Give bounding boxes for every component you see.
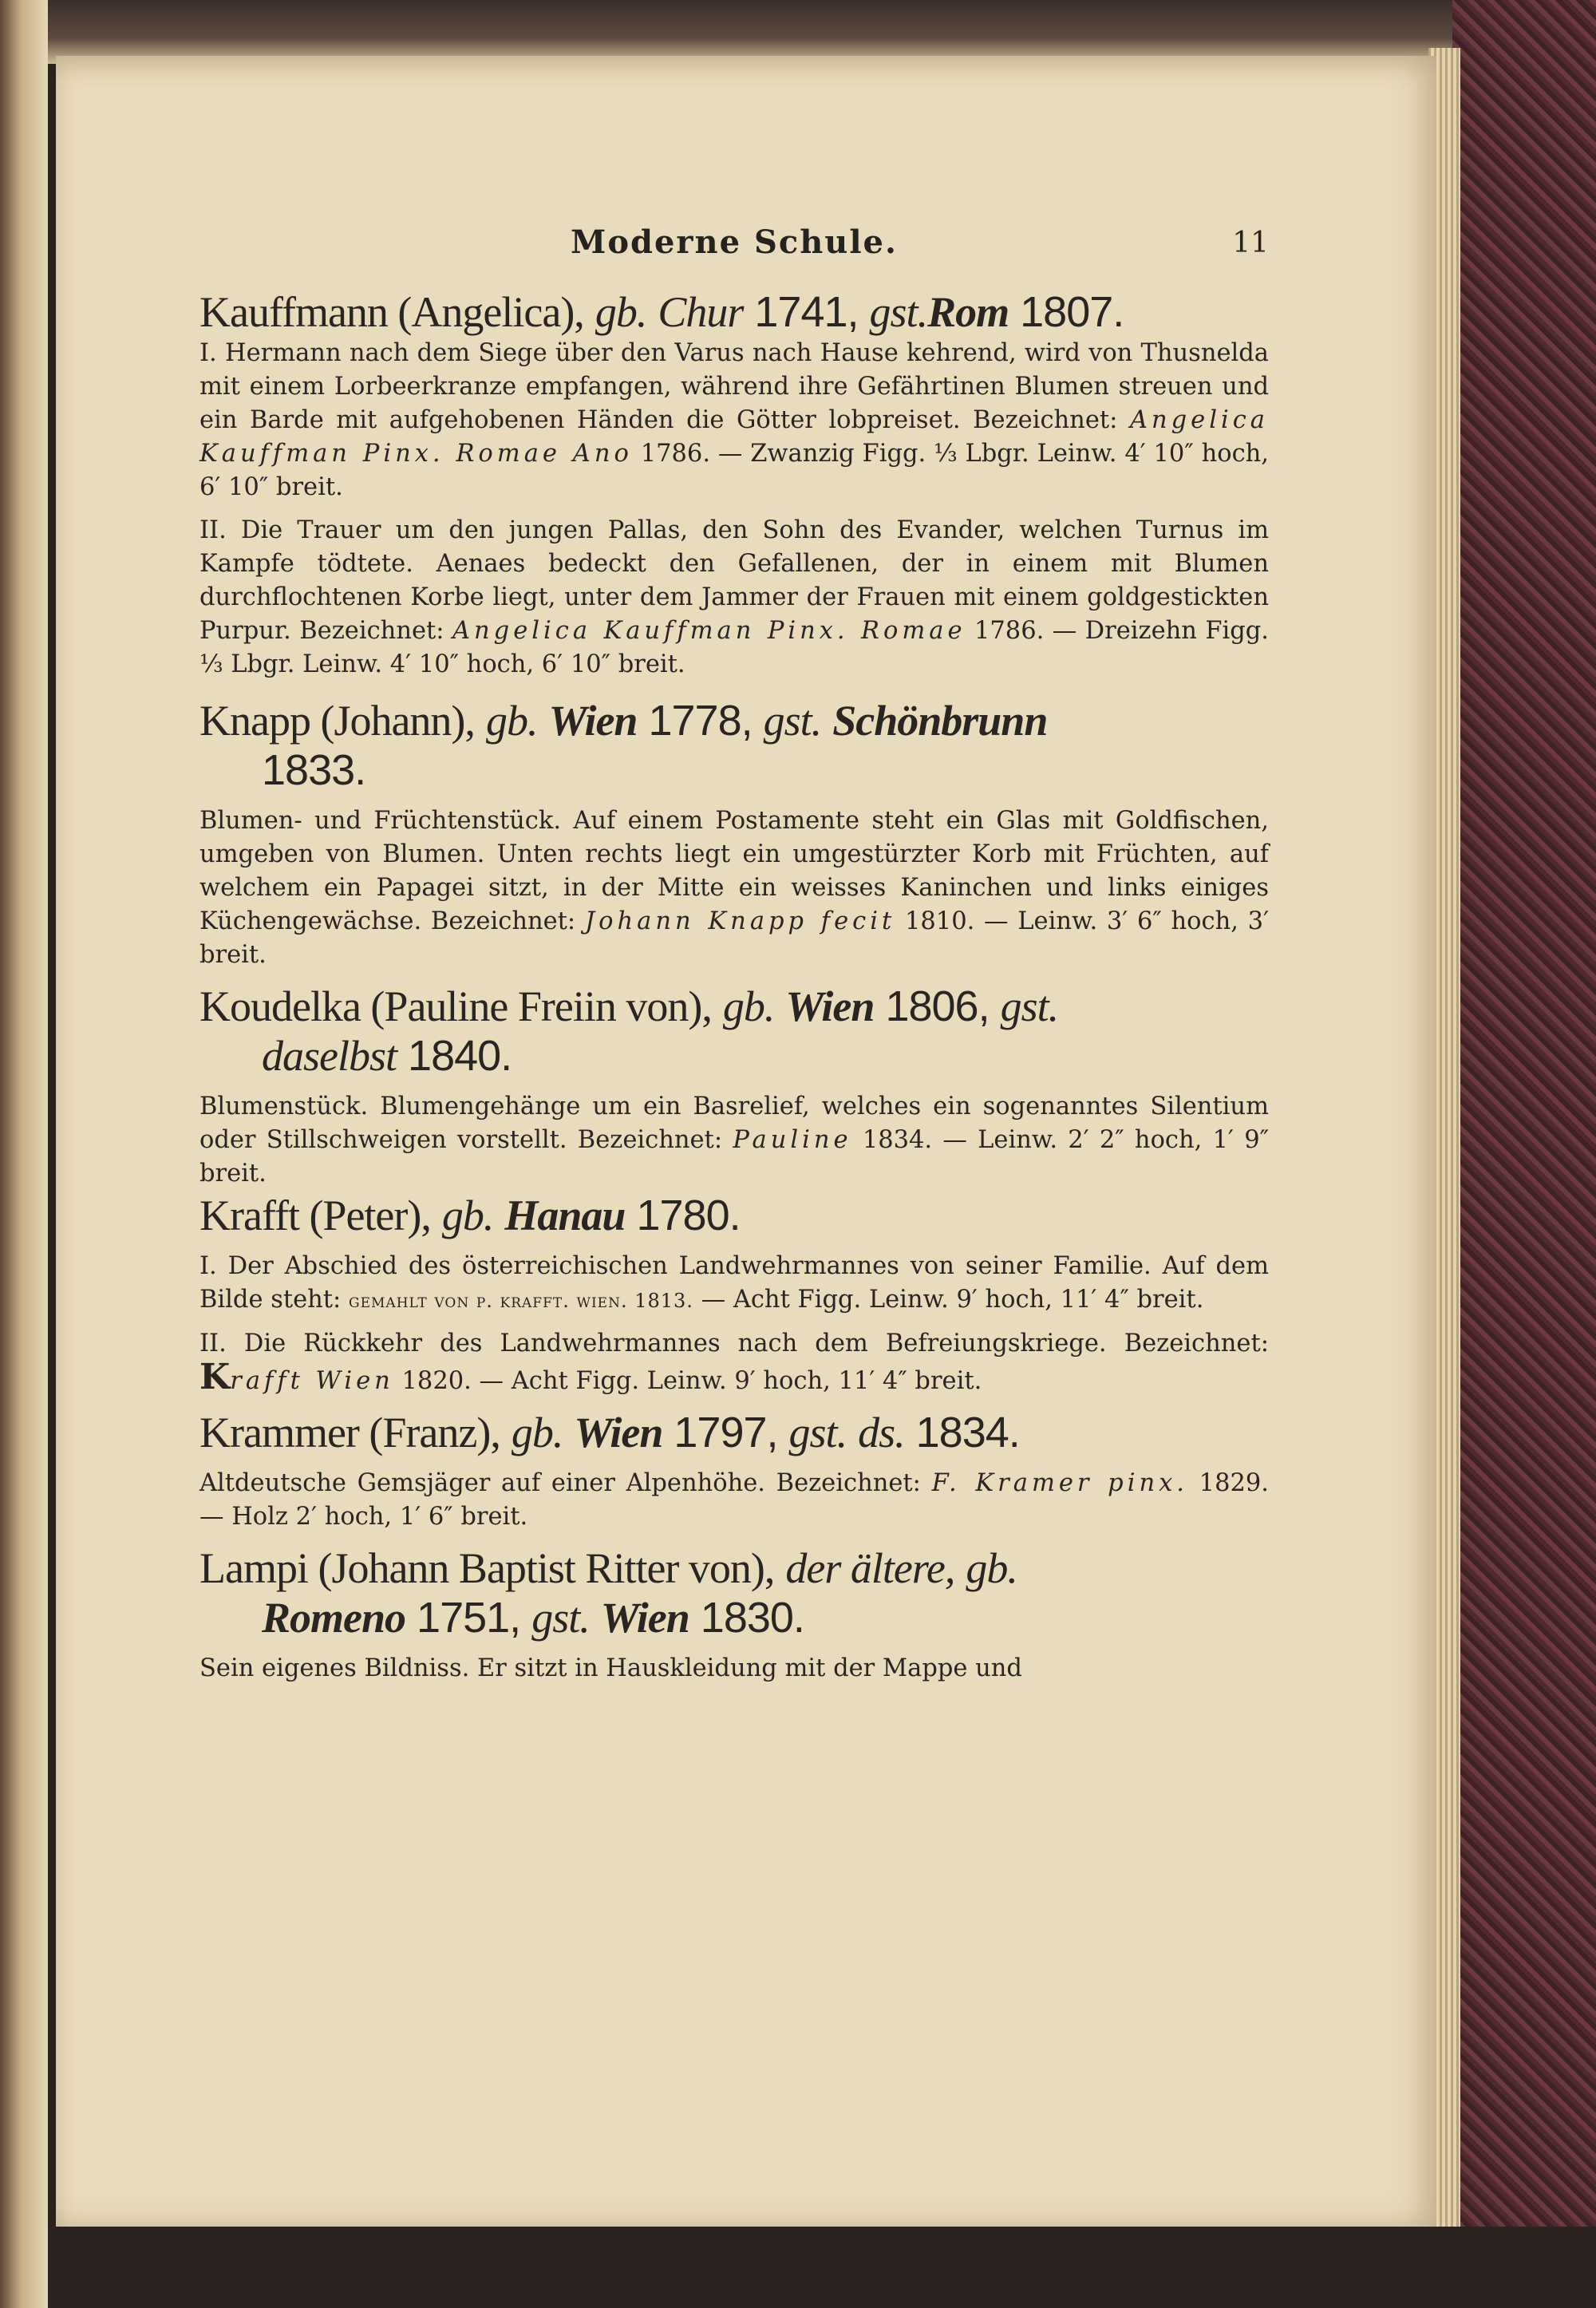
signature-monogram: K <box>200 1357 231 1397</box>
signature: gemahlt von p. krafft. wien. 1813. <box>349 1290 693 1312</box>
work-description: II. Die Trauer um den jungen Pallas, den Sohn des Evander, welchen Turnus im Kampfe tödtete. Aenaes bedeckt den Gefallenen, der in einem mit Blumen durchflochtenen Korbe liegt, unter dem Jammer der Frauen mit einem goldgestickten Purpur. Bezeichnet: <box>200 516 1269 645</box>
artist-name: Lampi (Johann Baptist Ritter von), <box>200 1544 775 1592</box>
book-cover-edge <box>1452 0 1596 2308</box>
died-abbr: gst. <box>1000 982 1059 1030</box>
born-place: Wien <box>785 982 875 1030</box>
signature: Pauline <box>733 1126 852 1154</box>
died-abbr: gst. <box>788 1409 847 1456</box>
died-abbr: gst. <box>531 1594 590 1642</box>
work-details: 1786. — Dreizehn Figg. ⅓ Lbgr. Leinw. 4′ 10″ hoch, 6′ 10″ breit. <box>200 617 1269 678</box>
artist-heading <box>200 287 1269 337</box>
born-abbr: gb. <box>595 288 647 336</box>
work-entry <box>200 514 1269 682</box>
artist-qualifier: der ältere, <box>785 1544 955 1592</box>
work-description: II. Die Rückkehr des Landwehrmannes nach dem Befreiungskriege. Bezeichnet: <box>200 1330 1269 1358</box>
born-place: Hanau <box>504 1192 626 1239</box>
book-gutter <box>0 0 48 2308</box>
artist-name: Krammer (Franz), <box>200 1409 500 1456</box>
artist-name: Krafft (Peter), <box>200 1192 431 1239</box>
work-description: Blumenstück. Blumengehänge um ein Basrelief, welches ein sogenanntes Silentium oder Stillschweigen vorstellt. Bezeichnet: <box>200 1093 1269 1154</box>
page-number: 11 <box>1232 227 1269 259</box>
work-entry <box>200 1652 1269 1686</box>
born-abbr: gb. <box>485 697 538 745</box>
artist-heading <box>200 1543 1269 1642</box>
artist-heading <box>200 1191 1269 1240</box>
born-year: 1751, <box>417 1594 521 1642</box>
book-top-edge <box>48 0 1452 64</box>
born-abbr: gb. <box>722 982 775 1030</box>
artist-name: Koudelka (Pauline Freiin von), <box>200 982 712 1030</box>
died-place: Rom <box>927 288 1009 336</box>
work-description: I. Der Abschied des österreichischen Landwehrmannes von seiner Familie. Auf dem Bilde steht: <box>200 1252 1269 1314</box>
signature: Angelica Kauffman Pinx. Romae <box>452 617 966 645</box>
signature: rafft Wien <box>230 1367 394 1395</box>
died-place: ds. <box>858 1409 905 1456</box>
work-details: 1786. — Zwanzig Figg. ⅓ Lbgr. Leinw. 4′ 10″ hoch, 6′ 10″ breit. <box>200 440 1269 501</box>
born-year: 1806, <box>885 982 990 1030</box>
died-place: Wien <box>600 1594 689 1642</box>
died-abbr: gst. <box>869 288 928 336</box>
born-year: 1797, <box>674 1409 778 1456</box>
work-details: 1834. — Leinw. 2′ 2″ hoch, 1′ 9″ breit. <box>200 1126 1269 1188</box>
work-details: 1820. — Acht Figg. Leinw. 9′ hoch, 11′ 4″ breit. <box>401 1367 982 1395</box>
born-place: Romeno <box>262 1594 406 1642</box>
artist-name: Kauffmann (Angelica), <box>200 288 584 336</box>
artist-name: Knapp (Johann), <box>200 697 475 745</box>
work-description: Blumen- und Früchtenstück. Auf einem Postamente steht ein Glas mit Goldfischen, umgeben von Blumen. Unten rechts liegt ein umgestürzter Korb mit Früchten, auf welchem ein Papagei sitzt, in der Mitte ein weisses Kaninchen und links einiges Küchengewächse. Bezeichnet: <box>200 807 1269 935</box>
born-year: 1741, <box>754 288 859 336</box>
died-year: 1830. <box>700 1594 804 1642</box>
work-description: Sein eigenes Bildniss. Er sitzt in Hauskleidung mit der Mappe und <box>200 1654 1022 1682</box>
born-place: Wien <box>574 1409 663 1456</box>
died-year: 1807. <box>1020 288 1124 336</box>
died-abbr: gst. <box>763 697 822 745</box>
artist-heading <box>200 982 1269 1081</box>
born-abbr: gb. <box>441 1192 494 1239</box>
work-details: 1829. — Holz 2′ hoch, 1′ 6″ breit. <box>200 1469 1269 1531</box>
running-head: Moderne Schule. <box>571 223 898 261</box>
book-bottom-edge <box>48 2227 1596 2308</box>
work-entry <box>200 1467 1269 1534</box>
work-details: 1810. — Leinw. 3′ 6″ hoch, 3′ breit. <box>200 907 1270 969</box>
signature: Johann Knapp fecit <box>584 907 896 935</box>
artist-heading <box>200 696 1269 795</box>
work-entry <box>200 804 1269 972</box>
artist-heading <box>200 1408 1269 1457</box>
died-year: 1834. <box>915 1409 1020 1456</box>
died-year: 1840. <box>408 1032 512 1080</box>
work-entry <box>200 1090 1269 1191</box>
born-abbr: gb. <box>511 1409 563 1456</box>
died-place: Schönbrunn <box>832 697 1048 745</box>
work-description: Altdeutsche Gemsjäger auf einer Alpenhöhe. Bezeichnet: <box>200 1469 921 1497</box>
born-place: Chur <box>658 288 744 336</box>
catalogue-text <box>200 287 1269 1686</box>
born-year: 1780. <box>636 1192 741 1239</box>
died-place: daselbst <box>262 1032 397 1080</box>
work-entry <box>200 1250 1269 1318</box>
work-details: — Acht Figg. Leinw. 9′ hoch, 11′ 4″ breit. <box>701 1286 1204 1314</box>
signature: F. Kramer pinx. <box>931 1469 1188 1497</box>
work-description: I. Hermann nach dem Siege über den Varus nach Hause kehrend, wird von Thusnelda mit einem Lorbeerkranze empfangen, während ihre Gefährtinen Blumen streuen und ein Barde mit aufgehobenen Händen die Götter lobpreiset. Bezeichnet: <box>200 339 1269 434</box>
died-year: 1833. <box>262 746 366 794</box>
born-year: 1778, <box>648 697 753 745</box>
born-place: Wien <box>548 697 638 745</box>
work-entry <box>200 1327 1269 1398</box>
page-header <box>200 223 1269 279</box>
work-entry <box>200 337 1269 504</box>
signature: Angelica Kauffman Pinx. Romae Ano <box>200 406 1269 468</box>
born-abbr: gb. <box>966 1544 1017 1592</box>
